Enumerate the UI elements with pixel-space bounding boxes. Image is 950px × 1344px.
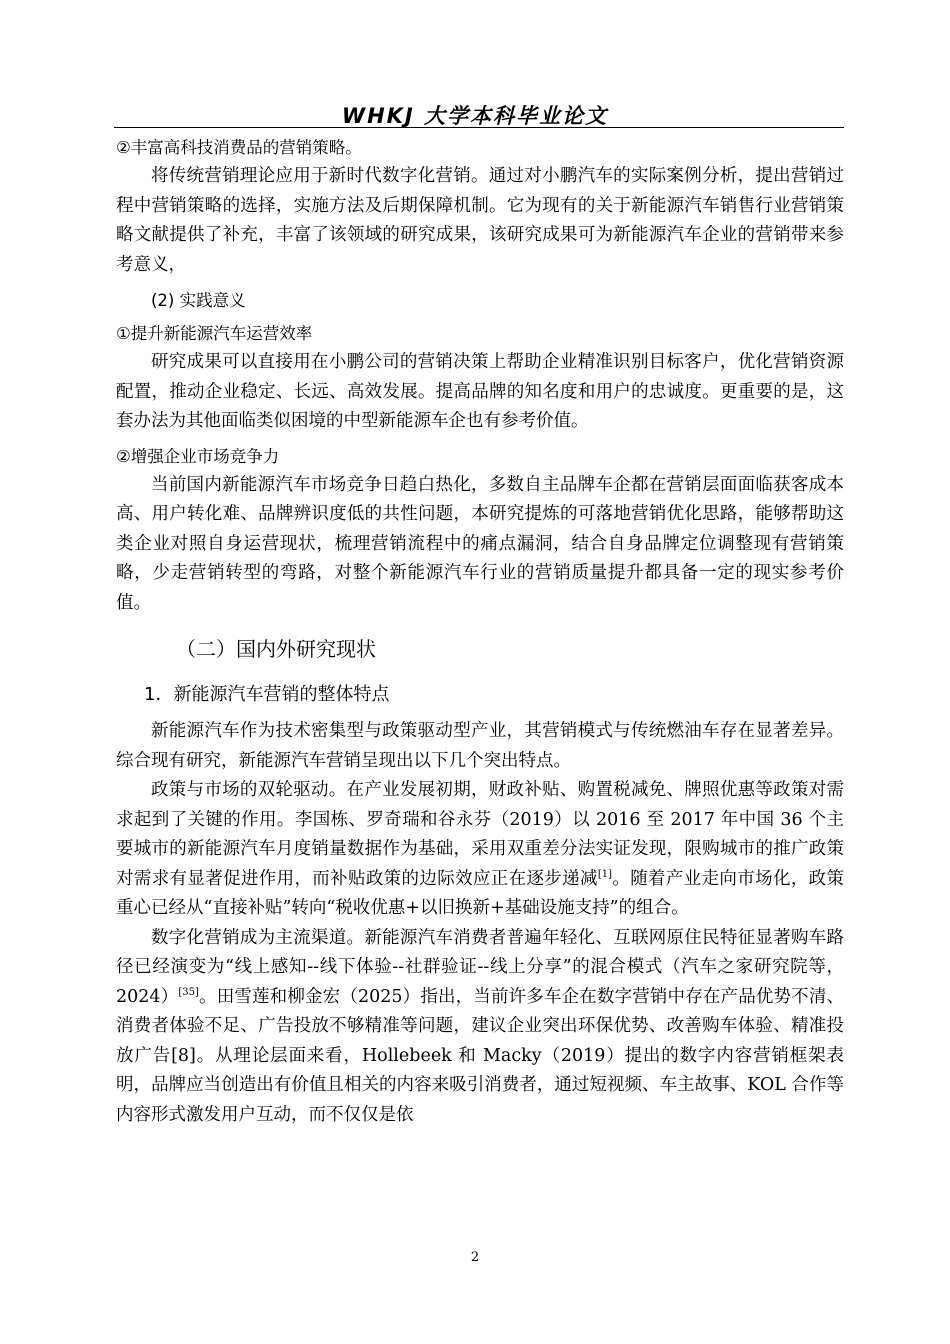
- page-body: [116, 133, 844, 1130]
- paragraph-text: 。田雪莲和柳金宏（2025）指出，当前许多车企在数字营销中存在产品优势不清、消费者体验不足、广告投放不够精准等问题，建议企业突出环保优势、改善购车体验、精准投放广告[8]。从理论层面来看，Hollebeek 和 Macky（2019）提出的数字内容营销框架表明，品牌应当创造出有价值且相关的内容来吸引消费者，通过短视频、车主故事、KOL 合作等内容形式激发用户互动，而不仅仅是依: [116, 986, 844, 1125]
- paragraph-text: 政策与市场的双轮驱动。在产业发展初期，财政补贴、购置税减免、牌照优惠等政策对需求起到了关键的作用。李国栋、罗奇瑞和谷永芬（2019）以 2016 至 2017 年中国 36 个主要城市的新能源汽车月度销量数据作为基础，采用双重差分法实证发现，限购城市的推广政策对需求有显著促进作用，而补贴政策的边际效应正在逐步递减: [116, 780, 844, 889]
- subheading-practical-significance: (2) 实践意义: [151, 291, 246, 310]
- paragraph: [116, 776, 844, 924]
- paragraph: 将传统营销理论应用于新时代数字化营销。通过对小鹏汽车的实际案例分析，提出营销过程中营销策略的选择，实施方法及后期保障机制。它为现有的关于新能源汽车销售行业营销策略文献提供了补充，丰富了该领域的研究成果，该研究成果可为新能源汽车企业的营销带来参考意义，: [116, 166, 844, 275]
- subsection-heading: 1．新能源汽车营销的整体特点: [144, 684, 390, 705]
- paragraph: 研究成果可以直接用在小鹏公司的营销决策上帮助企业精准识别目标客户，优化营销资源配置，推动企业稳定、长远、高效发展。提高品牌的知名度和用户的忠诚度。更重要的是，这套办法为其他面临类似困境的中型新能源车企也有参考价值。: [116, 352, 844, 431]
- citation-ref: [35]: [178, 986, 199, 998]
- subheading-enrich-strategy: ②丰富高科技消费品的营销策略。: [116, 138, 362, 157]
- subheading-competitiveness: ②增强企业市场竞争力: [116, 446, 280, 466]
- header-rule: [114, 127, 844, 128]
- paragraph: 当前国内新能源汽车市场竞争日趋白热化，多数自主品牌车企都在营销层面面临获客成本高、用户转化难、品牌辨识度低的共性问题，本研究提炼的可落地营销优化思路，能够帮助这类企业对照自身运营现状，梳理营销流程中的痛点漏洞，结合自身品牌定位调整现有营销策略，少走营销转型的弯路，对整个新能源汽车行业的营销质量提升都具备一定的现实参考价值。: [116, 474, 844, 613]
- page-number: 2: [470, 1250, 480, 1265]
- subheading-operation-efficiency: ①提升新能源汽车运营效率: [116, 324, 313, 343]
- paragraph: 新能源汽车作为技术密集型与政策驱动型产业，其营销模式与传统燃油车存在显著差异。综合现有研究，新能源汽车营销呈现出以下几个突出特点。: [116, 721, 844, 771]
- running-header: WHKJ 大学本科毕业论文: [341, 104, 609, 128]
- paragraph-text: 。随着产业走向市场化，政策重心已经从“直接补贴”转向“税收优惠+以旧换新+基础设施支持”的组合。: [116, 868, 845, 918]
- citation-ref: [1]: [597, 868, 613, 880]
- paragraph-text: 数字化营销成为主流渠道。新能源汽车消费者普遍年轻化、互联网原住民特征显著购车路径已经演变为“线上感知--线下体验--社群验证--线上分享”的混合模式（汽车之家研究院等，2024）: [116, 927, 844, 1007]
- paragraph: [116, 924, 844, 1131]
- section-heading: （二）国内外研究现状: [176, 637, 376, 661]
